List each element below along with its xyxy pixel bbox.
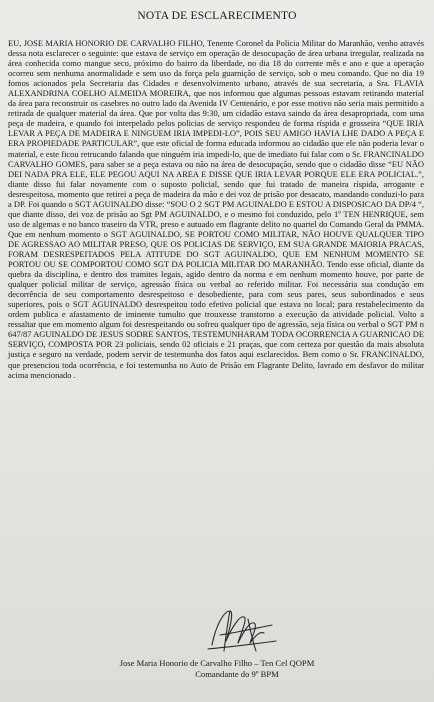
document-body: EU, JOSE MARIA HONORIO DE CARVALHO FILHO, Tenente Coronel da Policia Militar do Maranhão, venho através dessa nota esclarecer o seguinte: que estava de serviço em operação de desocupação de área urbana irregular, realizada na área conhecida como mangue seco, próximo do bairro da liberdade, no dia 18 do corrente mês e ano e que a operação ocorreu sem nenhuma anormalidade e sem uso da força pela guarnição de serviço, sob o meu comando. Que no dia 19 fomos acionados pela Secretaria das Cidades e desenvolvimento urbano, através de sua secretaria, a Sra. FLAVIA ALEXANDRINA COELHO ALMEIDA MOREIRA, que nos informou que algumas pessoas estavam retirando material da área para reconstruir os casebres no outro lado da Avenida IV Centenário, e por esse motivo não seria mais permitido a retirada de qualquer material da área. Que por volta das 9:30, um cidadão estava saindo da área desapropriada, com uma peça de madeira, e quando foi interpelado pelos policias de serviço respondeu de forma ríspida e grosseira “QUE IRIA LEVAR A PEÇA DE MADEIRA E NINGUEM IRIA IMPEDI-LO”, POIS SEU AMIGO HAVIA LHE DADO A PEÇA E ERA PROPIEDADE PARTICULAR”, que este oficial de forma educada informou ao cidadão que ele não poderia levar o material, e este ficou retrucando falando que ninguém iria impedi-lo, que de imediato fui falar com o Sr. FRANCINALDO CARVALHO GOMES, para saber se a peça estava ou não na área de desocupação, sendo que o cidadão disse “EU NÃO DEI NADA PRA ELE, ELE PEGOU AQUI NA AREA E DISSE QUE IRIA LEVAR PORQUE ELE ERA POLICIAL.”, diante disso fui falar novamente com o suposto policial, sendo que fui tratado de maneira ríspida, arrogante e desrespeitosa, momento que retirei a peça de madeira da mão e dei voz de prisão por desacato, mandando conduzi-lo para a DP. Foi quando o SGT AGUINALDO disse: “SOU O 2 SGT PM AGUINALDO E ESTOU A DISPOSICAO DA DP/4 “, que diante disso, dei voz de prisão ao Sgt PM AGUINALDO, e o mesmo foi conduzido, pelo 1º TEN HENRIQUE, sem uso de algemas e no banco traseiro da VTR, preso e autuado em flagrante delito no quartel do Comando Geral da PMMA. Que em nenhum momento o SGT AGUINALDO, SE PORTOU COMO MILITAR, NÃO HOUVE QUALQUER TIPO DE AGRESSAO AO MILITAR PRESO, QUE OS POLICIAS DE SERVIÇO, EM SUA GRANDE MAIORIA PRACAS, FORAM DESRESPEITADOS PELA ATITUDE DO SGT AGUINALDO, QUE EM NENHUM MOMENTO SE PORTOU OU SE COMPORTOU COMO SGT DA POLICIA MILITAR DO MARANHÃO. Tendo esse oficial, diante da quebra da disciplina, e dentro dos tramites legais, agido dentro da norma e em nenhum momento houve, por parte de qualquer policial militar de serviço, agressão física ou verbal ao referido militar. Foi necessária sua condução em decorrência de seu comportamento desrespeitoso e desobediente, para com seus pares, seus subordinados e seus superiores, pois o SGT AGUINALDO desrespeitou todo efetivo policial que estava no local; para restabelecimento da ordem publica e afastamento de iminente tumulto que trouxesse transtorno a execução da atividade policial. Volto a ressaltar que em momento algum foi desrespeitando ou sofreu qualquer tipo de agressão, seja física ou verbal o SGT PM n 647/87 AGUINALDO DE JESUS SODRE SANTOS, TESTEMUNHARAM TODA OCORRENCIA A GUARNICAO DE SERVIÇO, COMPOSTA POR 23 policiais, sendo 02 oficiais e 21 praças, que com certeza por questão da mais absoluta justiça e seguro na verdade, podem servir de testemunha dos fatos aqui esclarecidos. Bem como o Sr. FRANCINALDO, que presenciou toda ocorrência, e foi testemunha no Auto de Prisão em Flagrante Delito, lavrado em desfavor do militar acima mencionado . — [8, 38, 424, 380]
document-title: NOTA DE ESCLARECIMENTO — [137, 10, 297, 22]
signatory-name: Jose Maria Honorio de Carvalho Filho – Ten Cel QOPM — [119, 658, 315, 668]
signature-block — [0, 658, 434, 680]
handwritten-signature — [190, 605, 290, 657]
signatory-role: Comandante do 9º BPM — [195, 669, 279, 679]
